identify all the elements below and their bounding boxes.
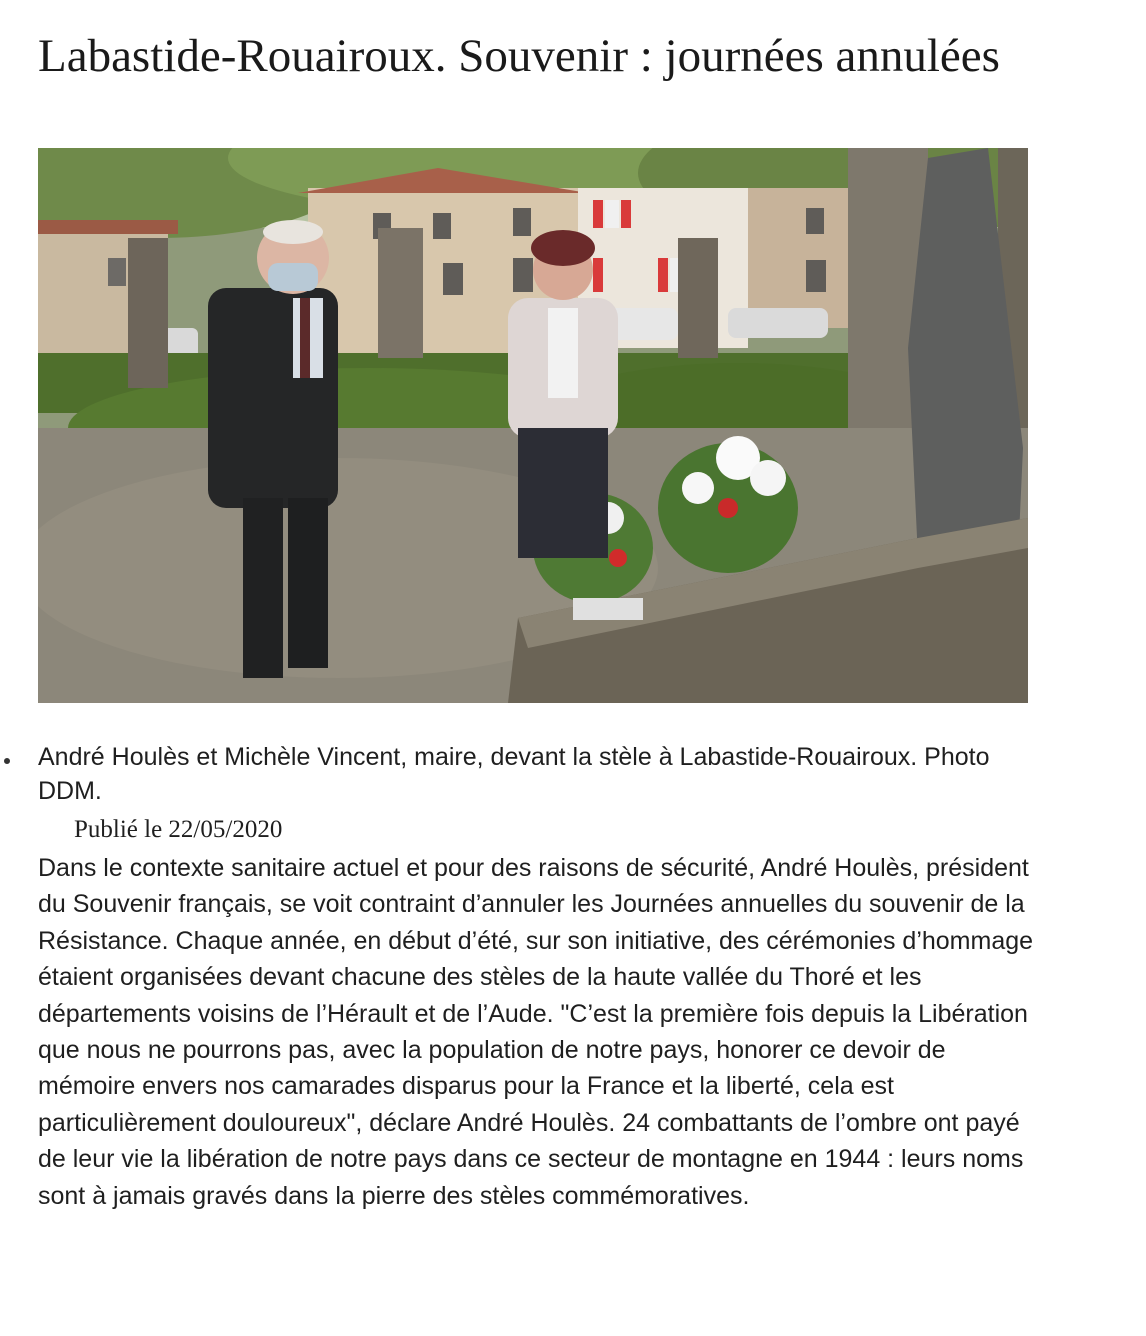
- publication-date: Publié le 22/05/2020: [74, 816, 283, 843]
- photo-caption: André Houlès et Michèle Vincent, maire, devant la stèle à Labastide-Rouairoux. Photo DDM.: [38, 743, 990, 805]
- list-bullet: [4, 758, 10, 764]
- article-photo: [38, 148, 1028, 703]
- article-title: Labastide-Rouairoux. Souvenir : journées annulées: [38, 30, 1000, 82]
- article-body: Dans le contexte sanitaire actuel et pour des raisons de sécurité, André Houlès, président du Souvenir français, se voit contraint d’annuler les Journées annuelles du souvenir de la Résistance. Chaque année, en début d’été, sur son initiative, des cérémonies d’hommage étaient organisées devant chacune des stèles de la haute vallée du Thoré et les départements voisins de l’Hérault et de l’Aude. "C’est la première fois depuis la Libération que nous ne pourrons pas, avec la population de notre pays, honorer ce devoir de mémoire envers nos camarades disparus pour la France et la liberté, cela est particulièrement douloureux", déclare André Houlès. 24 combattants de l’ombre ont payé de leur vie la libération de notre pays dans ce secteur de montagne en 1944 : leurs noms sont à jamais gravés dans la pierre des stèles commémoratives.: [38, 854, 1034, 1210]
